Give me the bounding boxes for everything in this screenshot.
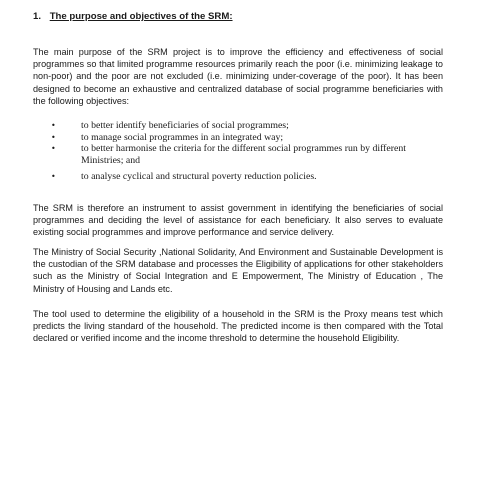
section-number: 1. [33, 11, 42, 22]
bullet-icon: • [51, 172, 56, 182]
objective-item [51, 120, 445, 132]
objective-item [51, 131, 445, 144]
objective-text: to analyse cyclical and structural poverty reduction policies. [81, 171, 317, 183]
objective-text: to better harmonise the criteria for the different social programmes run by different Ministries; and [81, 143, 406, 166]
bullet-icon: • [51, 121, 56, 130]
paragraph-purpose: The main purpose of the SRM project is to improve the efficiency and effectiveness of social programmes so that limited programme resources primarily reach the poor (i.e. minimizing leakage to non-poor) and the poor are not excluded (i.e. minimizing under-coverage of the poor). It has been designed to become an exhaustive and centralized database of social programme beneficiaries with the following objectives: [33, 47, 443, 106]
objective-item [51, 143, 445, 166]
objective-item [51, 171, 445, 183]
section-title: The purpose and objectives of the SRM: [49, 11, 233, 22]
objective-text: to better identify beneficiaries of social programmes; [81, 120, 289, 131]
paragraph-custodian: The Ministry of Social Security ,National Solidarity, And Environment and Sustainable Development is the custodian of the SRM database and processes the Eligibility of applications for other stakeholders such as the Ministry of Social Integration and E Empowerment, The Ministry of Education , The Ministry of Housing and Lands etc. [33, 247, 443, 294]
paragraph-instrument: The SRM is therefore an instrument to assist government in identifying the beneficiaries of social programmes and deciding the level of assistance for each beneficiary. It also serves to evaluate existing social programmes and improve performance and service delivery. [33, 203, 443, 238]
paragraph-proxy-means-test: The tool used to determine the eligibility of a household in the SRM is the Proxy means test which predicts the living standard of the household. The predicted income is then compared with the Total declared or verified income and the income threshold to determine the household Eligibility. [33, 309, 443, 344]
objective-text: to manage social programmes in an integrated way; [81, 131, 284, 143]
objectives-list [51, 120, 445, 183]
bullet-icon: • [51, 144, 56, 154]
section-heading [33, 11, 233, 22]
bullet-icon: • [51, 132, 56, 142]
